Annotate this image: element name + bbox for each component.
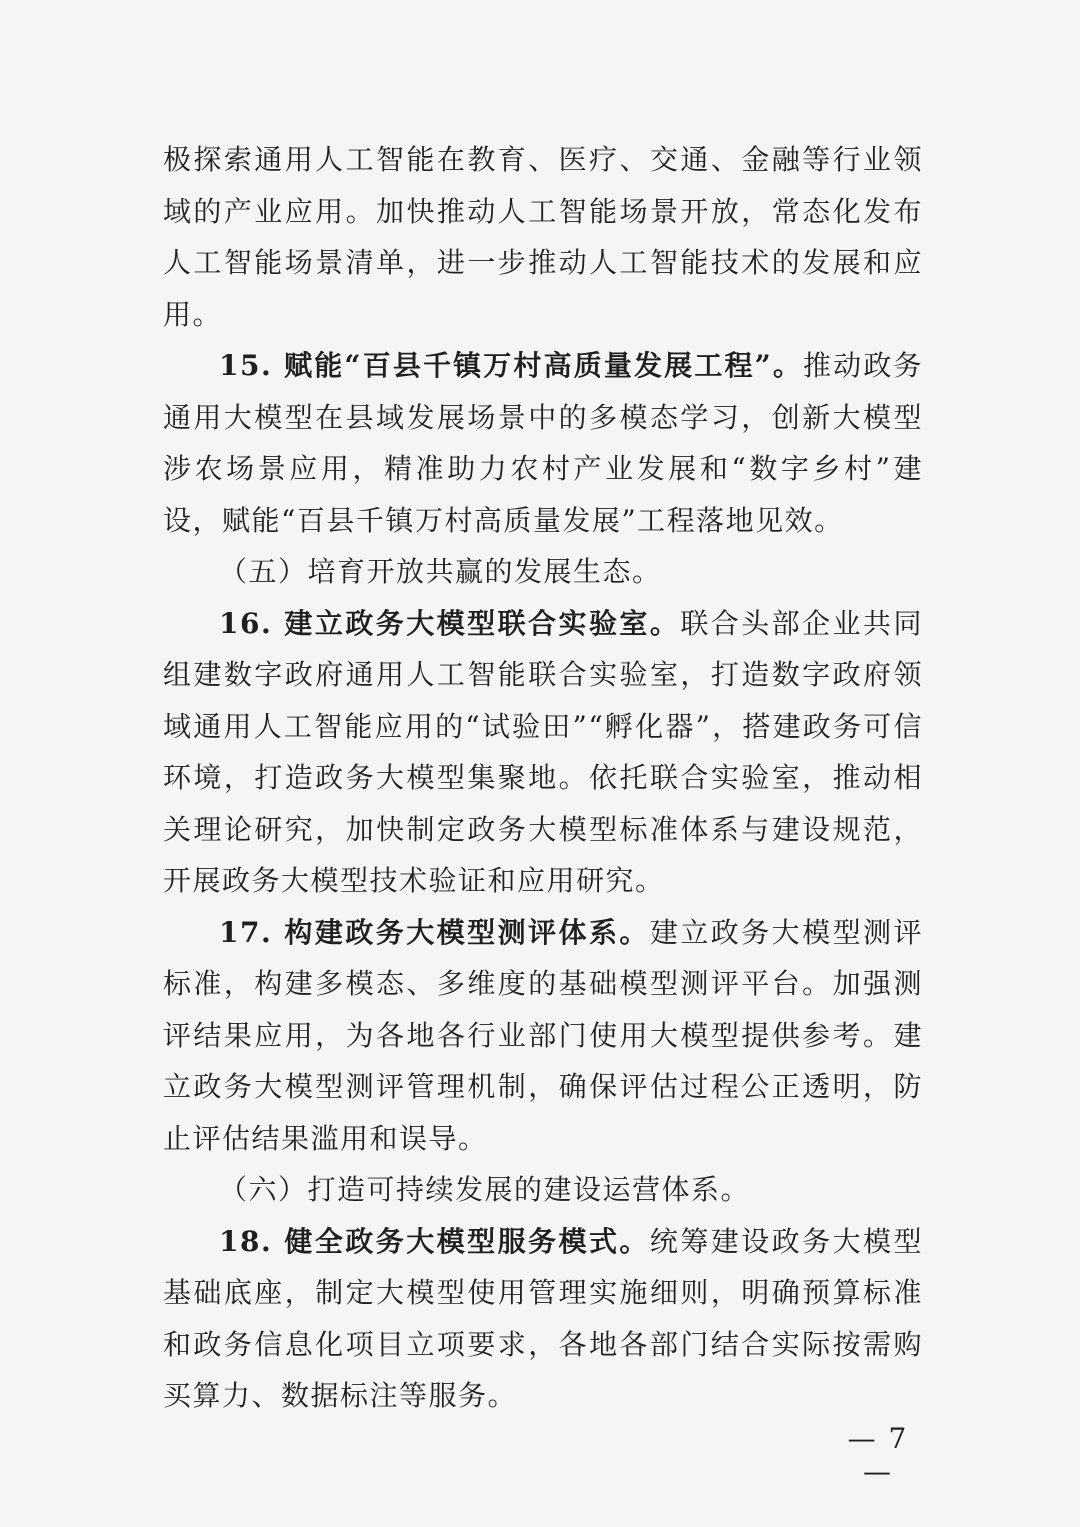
item-17-text: 建立政务大模型测评标准，构建多模态、多维度的基础模型测评平台。加强测评结果应用，为各地各行业部门使用大模型提供参考。建立政务大模型测评管理机制，确保评估过程公正透明，防止评估结果滥用和误导。 bbox=[163, 915, 923, 1155]
item-17-heading: 17. 构建政务大模型测评体系。 bbox=[219, 915, 650, 949]
document-body bbox=[163, 134, 923, 1422]
paragraph-item-18 bbox=[163, 1216, 923, 1422]
paragraph-item-16 bbox=[163, 598, 923, 907]
item-15-text: 推动政务通用大模型在县域发展场景中的多模态学习，创新大模型涉农场景应用，精准助力农村产业发展和“数字乡村”建设，赋能“百县千镇万村高质量发展”工程落地见效。 bbox=[163, 349, 923, 537]
page-number: — 7 — bbox=[847, 1422, 909, 1488]
section-heading-6 bbox=[163, 1164, 923, 1216]
paragraph-item-15 bbox=[163, 340, 923, 546]
item-16-text: 联合头部企业共同组建数字政府通用人工智能联合实验室，打造数字政府领域通用人工智能应用的“试验田”“孵化器”，搭建政务可信环境，打造政务大模型集聚地。依托联合实验室，推动相关理论研究，加快制定政务大模型标准体系与建设规范，开展政务大模型技术验证和应用研究。 bbox=[163, 606, 923, 897]
item-18-text: 统筹建设政务大模型基础底座，制定大模型使用管理实施细则，明确预算标准和政务信息化项目立项要求，各地各部门结合实际按需购买算力、数据标注等服务。 bbox=[163, 1224, 923, 1412]
item-18-heading: 18. 健全政务大模型服务模式。 bbox=[219, 1224, 650, 1258]
section-5-text: （五）培育开放共赢的发展生态。 bbox=[219, 555, 662, 588]
section-heading-5 bbox=[163, 546, 923, 598]
item-16-heading: 16. 建立政务大模型联合实验室。 bbox=[219, 606, 681, 640]
item-15-heading: 15. 赋能“百县千镇万村高质量发展工程”。 bbox=[219, 349, 804, 382]
paragraph-text: 极探索通用人工智能在教育、医疗、交通、金融等行业领域的产业应用。加快推动人工智能场景开放，常态化发布人工智能场景清单，进一步推动人工智能技术的发展和应用。 bbox=[163, 143, 923, 331]
paragraph-item-17 bbox=[163, 907, 923, 1165]
section-6-text: （六）打造可持续发展的建设运营体系。 bbox=[219, 1173, 751, 1206]
paragraph-intro-continuation bbox=[163, 134, 923, 340]
